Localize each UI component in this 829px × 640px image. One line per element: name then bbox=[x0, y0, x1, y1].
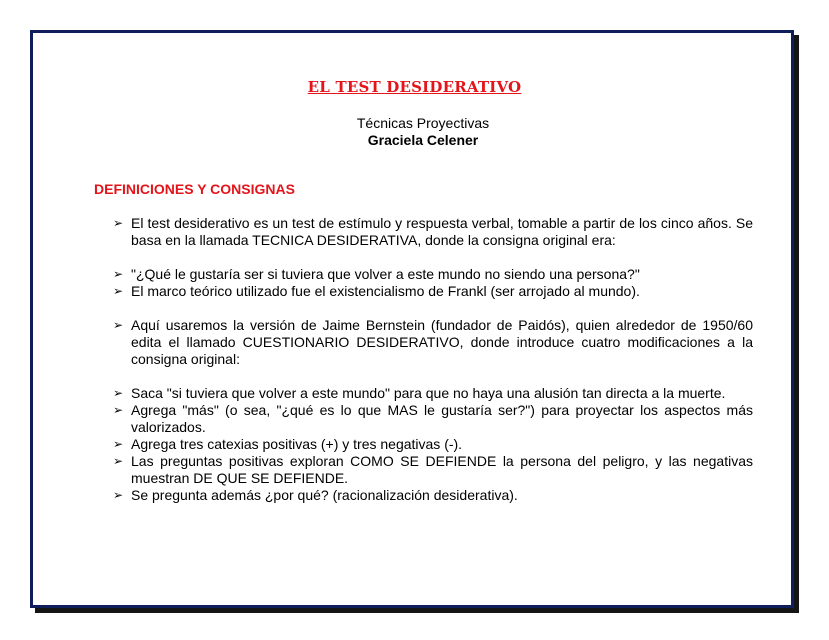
arrow-bullet-icon: ➢ bbox=[113, 386, 124, 400]
list-item bbox=[113, 487, 753, 504]
list-item bbox=[113, 385, 753, 402]
list-item-text: Las preguntas positivas exploran COMO SE DEFIENDE la persona del peligro, y las negativas muestran DE QUE SE DEFIENDE. bbox=[131, 453, 753, 486]
section-heading: DEFINICIONES Y CONSIGNAS bbox=[94, 181, 295, 197]
document-subtitle: Técnicas Proyectivas bbox=[356, 115, 490, 131]
list-item-text: El marco teórico utilizado fue el existencialismo de Frankl (ser arrojado al mundo). bbox=[131, 283, 640, 299]
list-item-text: El test desiderativo es un test de estímulo y respuesta verbal, tomable a partir de los cinco años. Se basa en la llamada TECNICA DESIDERATIVA, donde la consigna original era: bbox=[131, 215, 753, 248]
list-item-text: Se pregunta además ¿por qué? (racionalización desiderativa). bbox=[131, 487, 518, 503]
arrow-bullet-icon: ➢ bbox=[113, 267, 124, 281]
list-item-text: Agrega "más" (o sea, "¿qué es lo que MAS le gustaría ser?") para proyectar los aspectos más valorizados. bbox=[131, 402, 753, 435]
list-item-text: Agrega tres catexias positivas (+) y tres negativas (-). bbox=[131, 436, 463, 452]
list-item-text: Saca "si tuviera que volver a este mundo" para que no haya una alusión tan directa a la muerte. bbox=[131, 385, 726, 401]
list-item bbox=[113, 402, 753, 436]
arrow-bullet-icon: ➢ bbox=[113, 318, 124, 332]
bullet-list bbox=[113, 215, 753, 504]
arrow-bullet-icon: ➢ bbox=[113, 216, 124, 230]
arrow-bullet-icon: ➢ bbox=[113, 437, 124, 451]
list-item bbox=[113, 283, 753, 300]
list-item bbox=[113, 317, 753, 368]
list-item bbox=[113, 436, 753, 453]
list-item bbox=[113, 266, 753, 283]
list-item-text: "¿Qué le gustaría ser si tuviera que volver a este mundo no siendo una persona?" bbox=[131, 266, 640, 282]
list-item bbox=[113, 453, 753, 487]
arrow-bullet-icon: ➢ bbox=[113, 284, 124, 298]
document-author: Graciela Celener bbox=[367, 132, 479, 148]
list-item-text: Aquí usaremos la versión de Jaime Bernstein (fundador de Paidós), quien alrededor de 1950/60 edita el llamado CUESTIONARIO DESIDERATIVO, donde introduce cuatro modificaciones a la consigna original: bbox=[131, 317, 753, 367]
arrow-bullet-icon: ➢ bbox=[113, 488, 124, 502]
document-title: EL TEST DESIDERATIVO bbox=[307, 78, 522, 96]
arrow-bullet-icon: ➢ bbox=[113, 403, 124, 417]
arrow-bullet-icon: ➢ bbox=[113, 454, 124, 468]
list-item bbox=[113, 215, 753, 249]
